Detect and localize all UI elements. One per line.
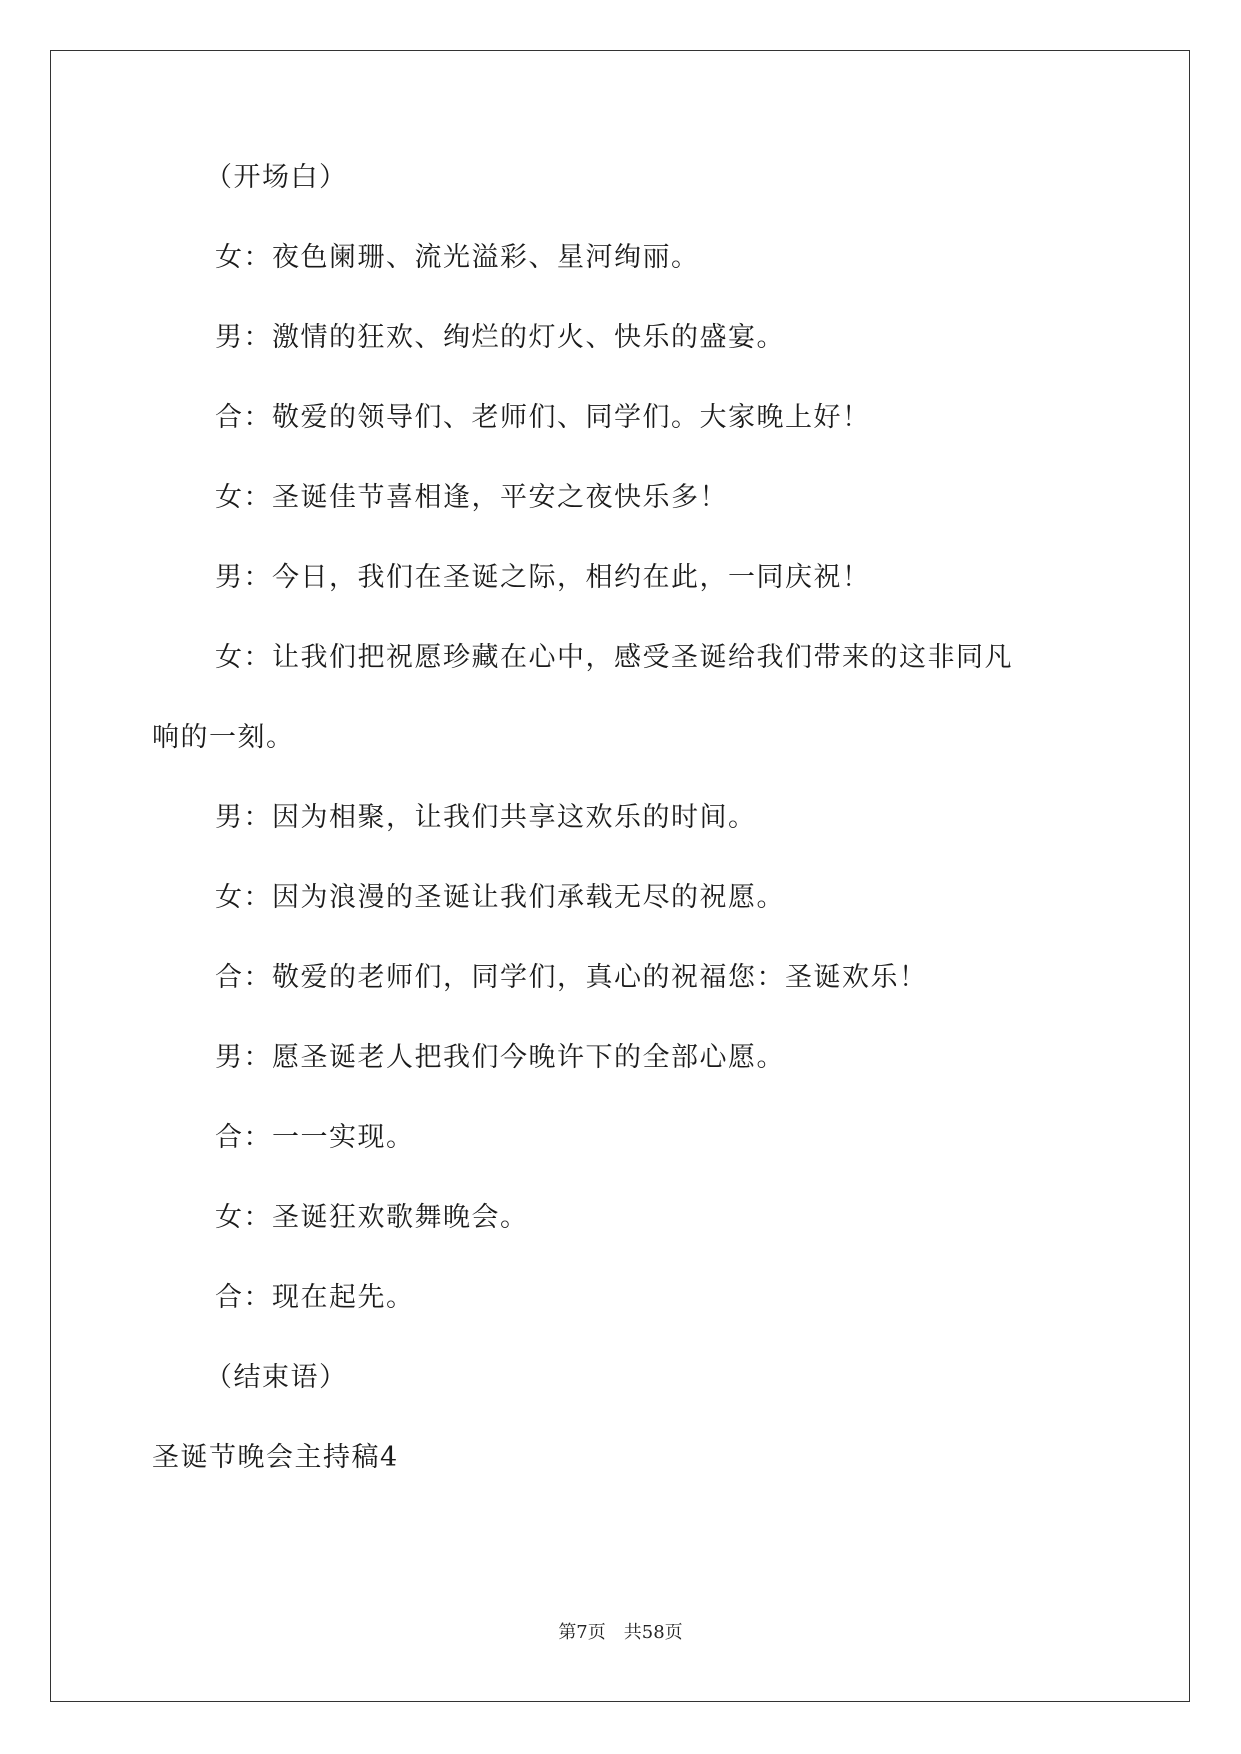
dialogue-line: 女：夜色阑珊、流光溢彩、星河绚丽。 xyxy=(215,242,700,273)
dialogue-line: 女：圣诞狂欢歌舞晚会。 xyxy=(215,1202,529,1233)
dialogue-line: 男：今日，我们在圣诞之际，相约在此，一同庆祝！ xyxy=(215,562,871,593)
dialogue-line: 合：一一实现。 xyxy=(215,1122,415,1153)
dialogue-line: 男：因为相聚，让我们共享这欢乐的时间。 xyxy=(215,802,757,833)
current-page-number: 第7页 xyxy=(558,1622,606,1643)
dialogue-line: 女：圣诞佳节喜相逢，平安之夜快乐多！ xyxy=(215,482,728,513)
total-pages: 共58页 xyxy=(623,1622,683,1643)
dialogue-line: 合：敬爱的老师们，同学们，真心的祝福您：圣诞欢乐！ xyxy=(215,962,928,993)
stage-direction-closing: （结束语） xyxy=(205,1362,348,1393)
page-footer xyxy=(0,1621,1241,1645)
stage-direction-opening: （开场白） xyxy=(205,162,348,193)
dialogue-line: 女：让我们把祝愿珍藏在心中，感受圣诞给我们带来的这非同凡 xyxy=(215,642,1013,673)
dialogue-line-continuation: 响的一刻。 xyxy=(152,722,295,753)
section-heading: 圣诞节晚会主持稿4 xyxy=(152,1442,399,1473)
dialogue-line: 合：敬爱的领导们、老师们、同学们。大家晚上好！ xyxy=(215,402,871,433)
dialogue-line: 女：因为浪漫的圣诞让我们承载无尽的祝愿。 xyxy=(215,882,785,913)
dialogue-line: 合：现在起先。 xyxy=(215,1282,415,1313)
dialogue-line: 男：激情的狂欢、绚烂的灯火、快乐的盛宴。 xyxy=(215,322,785,353)
dialogue-line: 男：愿圣诞老人把我们今晚许下的全部心愿。 xyxy=(215,1042,785,1073)
